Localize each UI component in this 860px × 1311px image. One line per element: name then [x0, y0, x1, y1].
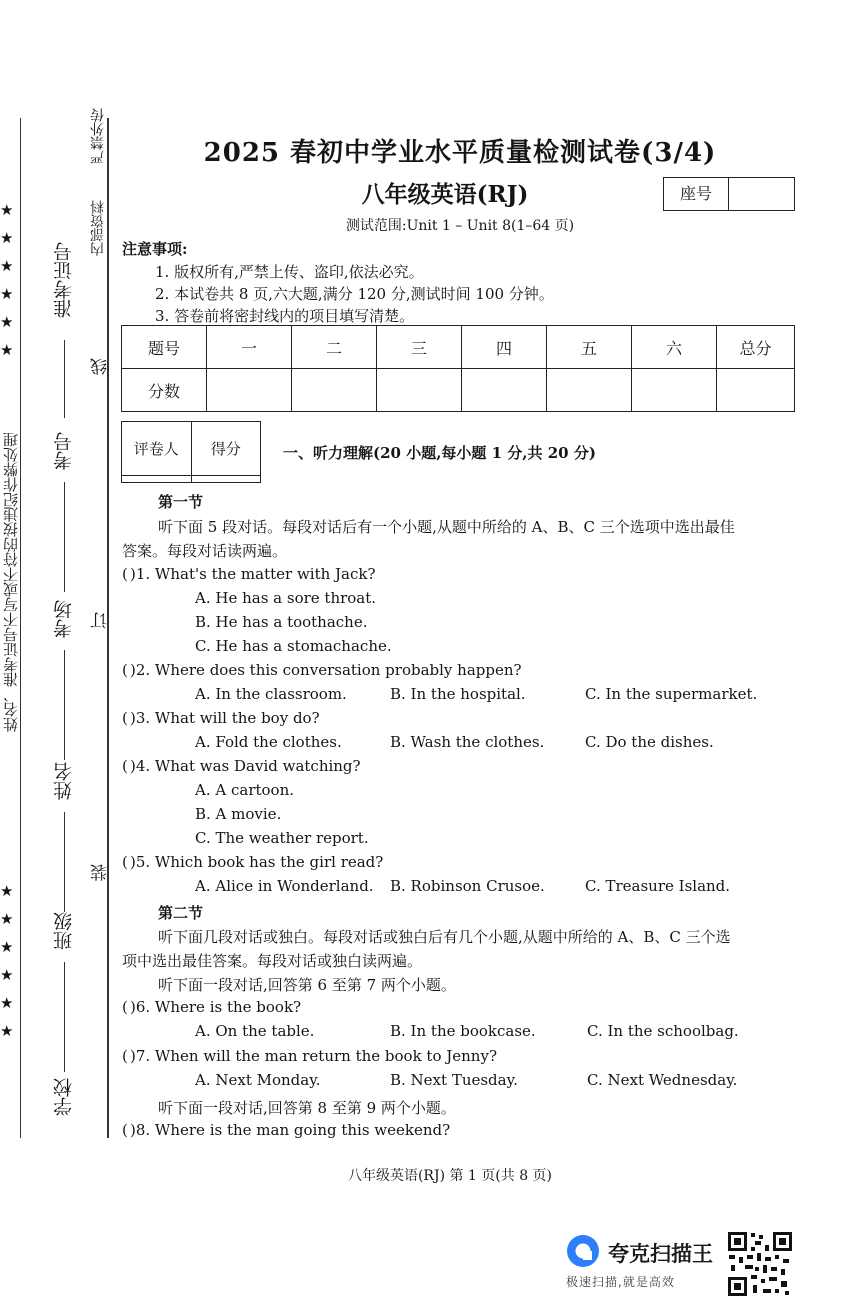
star-mark: ★ [0, 882, 14, 900]
q5-option-b: B. Robinson Crusoe. [390, 877, 545, 895]
q2-option-b: B. In the hospital. [390, 685, 526, 703]
question-6: )6. Where is the book? [130, 998, 302, 1016]
score-table [121, 325, 795, 412]
star-mark: ★ [0, 257, 14, 275]
star-mark: ★ [0, 938, 14, 956]
instruction-line: 答案。每段对话读两遍。 [122, 542, 288, 560]
answer-paren[interactable]: ( [122, 853, 128, 871]
q4-option-b: B. A movie. [195, 805, 282, 823]
q1-option-b: B. He has a toothache. [195, 613, 368, 631]
star-mark: ★ [0, 994, 14, 1012]
q4-option-c: C. The weather report. [195, 829, 369, 847]
note-item: 3. 答卷前将密封线内的项目填写清楚。 [155, 307, 415, 325]
seat-number-label: 座号 [664, 178, 729, 210]
grader-table [121, 421, 261, 483]
answer-paren[interactable]: ( [122, 1121, 128, 1139]
answer-paren[interactable]: ( [122, 1047, 128, 1065]
exam-title: 2025 春初中学业水平质量检测试卷(3/4) [203, 138, 717, 168]
field-exam-room-line [64, 650, 65, 760]
part-title: 第二节 [158, 904, 204, 922]
q6-option-c: C. In the schoolbag. [587, 1022, 739, 1040]
field-exam-room: 考场 [53, 600, 75, 638]
qr-code-icon [727, 1231, 793, 1297]
watermark-slogan: 极速扫描,就是高效 [566, 1275, 675, 1289]
instruction-line: 听下面 5 段对话。每段对话后有一个小题,从题中所给的 A、B、C 三个选项中选出最佳 [158, 518, 735, 536]
star-mark: ★ [0, 285, 14, 303]
seat-number-field[interactable] [729, 178, 794, 210]
q6-option-a: A. On the table. [195, 1022, 315, 1040]
field-class: 班级 [53, 912, 75, 950]
answer-paren[interactable]: ( [122, 565, 128, 583]
q3-option-c: C. Do the dishes. [585, 733, 714, 751]
question-3: )3. What will the boy do? [130, 709, 320, 727]
q4-option-a: A. A cartoon. [195, 781, 295, 799]
grader-label: 评卷人 [122, 422, 192, 476]
binding-bind-mark: 装 [91, 864, 111, 881]
question-4: )4. What was David watching? [130, 757, 361, 775]
score-table-col: 四 [462, 326, 547, 369]
instruction-line: 项中选出最佳答案。每段对话或独白读两遍。 [122, 952, 423, 970]
margin-notice: 姓名、准考证号不写或不符的按违纪作弊处理 [2, 432, 20, 732]
score-table-col: 六 [632, 326, 717, 369]
star-mark: ★ [0, 341, 14, 359]
note-item: 1. 版权所有,严禁上传、盗印,依法必究。 [155, 263, 424, 281]
part-title: 第一节 [158, 493, 204, 511]
score-table-header: 题号 [122, 326, 207, 369]
q6-option-b: B. In the bookcase. [390, 1022, 536, 1040]
star-mark: ★ [0, 201, 14, 219]
star-mark: ★ [0, 966, 14, 984]
question-2: )2. Where does this conversation probably happen? [130, 661, 522, 679]
test-range: 测试范围:Unit 1 – Unit 8(1–64 页) [345, 218, 575, 234]
answer-paren[interactable]: ( [122, 709, 128, 727]
q2-option-a: A. In the classroom. [195, 685, 347, 703]
binding-staple-mark: 订 [91, 612, 111, 629]
score-cell[interactable] [207, 369, 292, 412]
score-cell[interactable] [547, 369, 632, 412]
forbid-label: 严禁外传 [90, 108, 106, 164]
q7-option-a: A. Next Monday. [195, 1071, 321, 1089]
score-table-col: 二 [292, 326, 377, 369]
q1-option-a: A. He has a sore throat. [195, 589, 377, 607]
field-name: 姓名 [53, 762, 75, 800]
lead-in: 听下面一段对话,回答第 6 至第 7 两个小题。 [158, 976, 456, 994]
q7-option-b: B. Next Tuesday. [390, 1071, 518, 1089]
section-title: 一、听力理解(20 小题,每小题 1 分,共 20 分) [283, 444, 596, 462]
field-exam-number: 准考证号 [53, 242, 75, 318]
question-7: )7. When will the man return the book to Jenny? [130, 1047, 497, 1065]
score-table-col: 三 [377, 326, 462, 369]
star-mark: ★ [0, 1022, 14, 1040]
q5-option-c: C. Treasure Island. [585, 877, 731, 895]
q3-option-b: B. Wash the clothes. [390, 733, 545, 751]
answer-paren[interactable]: ( [122, 998, 128, 1016]
watermark-name: 夸克扫描王 [608, 1242, 713, 1266]
score-table-col: 五 [547, 326, 632, 369]
score-row-label: 分数 [122, 369, 207, 412]
q3-option-a: A. Fold the clothes. [195, 733, 342, 751]
score-cell[interactable] [292, 369, 377, 412]
field-exam-number-line [64, 340, 65, 418]
field-class-line [64, 962, 65, 1072]
q1-option-c: C. He has a stomachache. [195, 637, 392, 655]
internal-label: 内部资料 [90, 200, 106, 256]
lead-in: 听下面一段对话,回答第 8 至第 9 两个小题。 [158, 1099, 456, 1117]
q7-option-c: C. Next Wednesday. [587, 1071, 738, 1089]
answer-paren[interactable]: ( [122, 661, 128, 679]
field-candidate-number-line [64, 482, 65, 592]
quark-logo-icon [565, 1233, 601, 1269]
grader-cell[interactable] [122, 476, 192, 483]
question-5: )5. Which book has the girl read? [130, 853, 384, 871]
instruction-line: 听下面几段对话或独白。每段对话或独白后有几个小题,从题中所给的 A、B、C 三个选 [158, 928, 731, 946]
star-mark: ★ [0, 229, 14, 247]
field-name-line [64, 812, 65, 912]
answer-paren[interactable]: ( [122, 757, 128, 775]
binding-line-mark: 线 [91, 358, 111, 375]
score-cell[interactable] [717, 369, 795, 412]
score-table-col: 总分 [717, 326, 795, 369]
star-mark: ★ [0, 313, 14, 331]
field-candidate-number: 考号 [53, 432, 75, 470]
page-footer: 八年级英语(RJ) 第 1 页(共 8 页) [347, 1168, 553, 1184]
q2-option-c: C. In the supermarket. [585, 685, 758, 703]
q5-option-a: A. Alice in Wonderland. [195, 877, 374, 895]
score-cell[interactable] [632, 369, 717, 412]
note-item: 2. 本试卷共 8 页,六大题,满分 120 分,测试时间 100 分钟。 [155, 285, 554, 303]
seat-number-box [663, 177, 795, 211]
score-table-col: 一 [207, 326, 292, 369]
question-8: )8. Where is the man going this weekend? [130, 1121, 451, 1139]
field-school: 学校 [53, 1078, 75, 1116]
question-1: )1. What's the matter with Jack? [130, 565, 376, 583]
exam-subtitle: 八年级英语(RJ) [361, 181, 529, 208]
score-cell[interactable] [462, 369, 547, 412]
score-cell[interactable] [377, 369, 462, 412]
grader-cell[interactable] [191, 476, 261, 483]
star-mark: ★ [0, 910, 14, 928]
grader-score-label: 得分 [191, 422, 261, 476]
notes-heading: 注意事项: [122, 240, 188, 258]
